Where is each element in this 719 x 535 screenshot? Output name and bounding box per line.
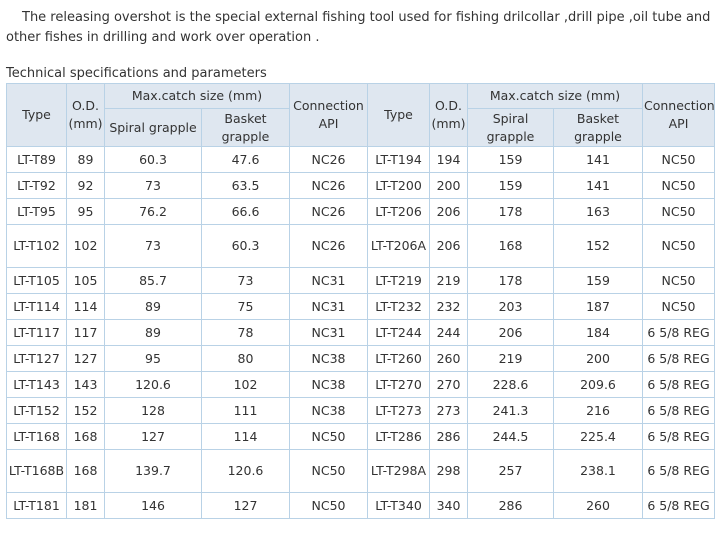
right-spiral-cell: 219: [468, 346, 554, 372]
left-spiral-cell: 120.6: [105, 372, 202, 398]
header-od: O.D. (mm): [430, 84, 468, 147]
left-od-cell: 95: [67, 199, 105, 225]
left-spiral-cell: 89: [105, 294, 202, 320]
left-od-cell: 117: [67, 320, 105, 346]
header-type: Type: [7, 84, 67, 147]
specs-table: [6, 83, 715, 519]
right-od-cell: 206: [430, 199, 468, 225]
left-basket-cell: 47.6: [202, 147, 290, 173]
right-od-cell: 270: [430, 372, 468, 398]
right-type-cell: LT-T206: [368, 199, 430, 225]
right-spiral-cell: 244.5: [468, 424, 554, 450]
left-basket-cell: 78: [202, 320, 290, 346]
left-od-cell: 181: [67, 493, 105, 519]
right-connection-cell: 6 5/8 REG: [643, 493, 715, 519]
header-max-catch: Max.catch size (mm): [468, 84, 643, 109]
left-type-cell: LT-T127: [7, 346, 67, 372]
left-type-cell: LT-T95: [7, 199, 67, 225]
left-basket-cell: 120.6: [202, 450, 290, 493]
table-row: [7, 372, 715, 398]
left-connection-cell: NC38: [290, 398, 368, 424]
right-connection-cell: 6 5/8 REG: [643, 372, 715, 398]
left-connection-cell: NC38: [290, 346, 368, 372]
right-od-cell: 200: [430, 173, 468, 199]
left-connection-cell: NC26: [290, 199, 368, 225]
right-type-cell: LT-T244: [368, 320, 430, 346]
right-basket-cell: 187: [554, 294, 643, 320]
left-spiral-cell: 128: [105, 398, 202, 424]
left-spiral-cell: 146: [105, 493, 202, 519]
left-connection-cell: NC50: [290, 424, 368, 450]
right-type-cell: LT-T286: [368, 424, 430, 450]
right-connection-cell: NC50: [643, 173, 715, 199]
right-basket-cell: 152: [554, 225, 643, 268]
header-spiral-grapple: Spiral grapple: [105, 109, 202, 147]
right-basket-cell: 163: [554, 199, 643, 225]
right-od-cell: 286: [430, 424, 468, 450]
left-spiral-cell: 127: [105, 424, 202, 450]
left-connection-cell: NC26: [290, 147, 368, 173]
right-od-cell: 206: [430, 225, 468, 268]
right-od-cell: 273: [430, 398, 468, 424]
left-od-cell: 89: [67, 147, 105, 173]
right-connection-cell: NC50: [643, 294, 715, 320]
right-connection-cell: 6 5/8 REG: [643, 320, 715, 346]
right-basket-cell: 184: [554, 320, 643, 346]
table-row: [7, 493, 715, 519]
right-basket-cell: 200: [554, 346, 643, 372]
right-spiral-cell: 203: [468, 294, 554, 320]
left-od-cell: 168: [67, 424, 105, 450]
right-basket-cell: 216: [554, 398, 643, 424]
table-body: [7, 147, 715, 519]
right-spiral-cell: 178: [468, 268, 554, 294]
header-max-catch: Max.catch size (mm): [105, 84, 290, 109]
left-od-cell: 143: [67, 372, 105, 398]
left-spiral-cell: 95: [105, 346, 202, 372]
header-type: Type: [368, 84, 430, 147]
right-basket-cell: 225.4: [554, 424, 643, 450]
left-spiral-cell: 89: [105, 320, 202, 346]
left-basket-cell: 60.3: [202, 225, 290, 268]
intro-paragraph: The releasing overshot is the special external fishing tool used for fishing drilcollar ,drill pipe ,oil tube and other fishes in drilling and work over operation .: [6, 10, 711, 45]
table-row: [7, 173, 715, 199]
left-od-cell: 105: [67, 268, 105, 294]
right-type-cell: LT-T340: [368, 493, 430, 519]
right-connection-cell: 6 5/8 REG: [643, 346, 715, 372]
right-connection-cell: NC50: [643, 199, 715, 225]
left-spiral-cell: 73: [105, 225, 202, 268]
table-row: [7, 294, 715, 320]
right-spiral-cell: 159: [468, 147, 554, 173]
right-spiral-cell: 206: [468, 320, 554, 346]
left-type-cell: LT-T168B: [7, 450, 67, 493]
left-connection-cell: NC26: [290, 173, 368, 199]
right-connection-cell: 6 5/8 REG: [643, 424, 715, 450]
right-type-cell: LT-T298A: [368, 450, 430, 493]
right-type-cell: LT-T260: [368, 346, 430, 372]
header-basket-grapple: Basket grapple: [202, 109, 290, 147]
left-spiral-cell: 139.7: [105, 450, 202, 493]
right-basket-cell: 238.1: [554, 450, 643, 493]
left-spiral-cell: 76.2: [105, 199, 202, 225]
right-od-cell: 260: [430, 346, 468, 372]
left-type-cell: LT-T92: [7, 173, 67, 199]
right-od-cell: 244: [430, 320, 468, 346]
left-type-cell: LT-T117: [7, 320, 67, 346]
right-spiral-cell: 241.3: [468, 398, 554, 424]
right-od-cell: 194: [430, 147, 468, 173]
right-od-cell: 298: [430, 450, 468, 493]
table-header: [7, 84, 715, 147]
left-od-cell: 127: [67, 346, 105, 372]
left-type-cell: LT-T89: [7, 147, 67, 173]
table-row: [7, 199, 715, 225]
right-spiral-cell: 228.6: [468, 372, 554, 398]
left-basket-cell: 80: [202, 346, 290, 372]
table-row: [7, 225, 715, 268]
right-connection-cell: 6 5/8 REG: [643, 398, 715, 424]
left-od-cell: 92: [67, 173, 105, 199]
left-connection-cell: NC31: [290, 320, 368, 346]
right-spiral-cell: 159: [468, 173, 554, 199]
left-type-cell: LT-T114: [7, 294, 67, 320]
header-od: O.D. (mm): [67, 84, 105, 147]
left-od-cell: 168: [67, 450, 105, 493]
table-row: [7, 450, 715, 493]
table-row: [7, 320, 715, 346]
left-connection-cell: NC38: [290, 372, 368, 398]
left-od-cell: 102: [67, 225, 105, 268]
right-basket-cell: 209.6: [554, 372, 643, 398]
right-type-cell: LT-T206A: [368, 225, 430, 268]
left-type-cell: LT-T168: [7, 424, 67, 450]
right-connection-cell: NC50: [643, 268, 715, 294]
right-spiral-cell: 286: [468, 493, 554, 519]
left-basket-cell: 75: [202, 294, 290, 320]
table-row: [7, 147, 715, 173]
left-connection-cell: NC50: [290, 450, 368, 493]
left-connection-cell: NC50: [290, 493, 368, 519]
table-row: [7, 346, 715, 372]
left-basket-cell: 102: [202, 372, 290, 398]
left-basket-cell: 66.6: [202, 199, 290, 225]
left-spiral-cell: 60.3: [105, 147, 202, 173]
left-basket-cell: 111: [202, 398, 290, 424]
left-type-cell: LT-T181: [7, 493, 67, 519]
right-connection-cell: NC50: [643, 225, 715, 268]
right-od-cell: 340: [430, 493, 468, 519]
left-basket-cell: 114: [202, 424, 290, 450]
left-type-cell: LT-T143: [7, 372, 67, 398]
right-spiral-cell: 168: [468, 225, 554, 268]
table-row: [7, 398, 715, 424]
right-connection-cell: 6 5/8 REG: [643, 450, 715, 493]
right-type-cell: LT-T273: [368, 398, 430, 424]
header-connection: Connection API: [643, 84, 715, 147]
left-basket-cell: 73: [202, 268, 290, 294]
right-basket-cell: 141: [554, 147, 643, 173]
left-spiral-cell: 85.7: [105, 268, 202, 294]
right-connection-cell: NC50: [643, 147, 715, 173]
left-connection-cell: NC26: [290, 225, 368, 268]
right-type-cell: LT-T219: [368, 268, 430, 294]
left-basket-cell: 63.5: [202, 173, 290, 199]
right-spiral-cell: 257: [468, 450, 554, 493]
right-type-cell: LT-T270: [368, 372, 430, 398]
header-spiral-grapple: Spiral grapple: [468, 109, 554, 147]
right-type-cell: LT-T200: [368, 173, 430, 199]
right-type-cell: LT-T232: [368, 294, 430, 320]
right-basket-cell: 260: [554, 493, 643, 519]
left-spiral-cell: 73: [105, 173, 202, 199]
left-connection-cell: NC31: [290, 268, 368, 294]
right-od-cell: 219: [430, 268, 468, 294]
left-connection-cell: NC31: [290, 294, 368, 320]
header-connection: Connection API: [290, 84, 368, 147]
left-type-cell: LT-T102: [7, 225, 67, 268]
left-type-cell: LT-T152: [7, 398, 67, 424]
left-od-cell: 152: [67, 398, 105, 424]
left-basket-cell: 127: [202, 493, 290, 519]
right-spiral-cell: 178: [468, 199, 554, 225]
right-basket-cell: 141: [554, 173, 643, 199]
right-od-cell: 232: [430, 294, 468, 320]
right-basket-cell: 159: [554, 268, 643, 294]
table-row: [7, 268, 715, 294]
section-title: Technical specifications and parameters: [6, 66, 267, 81]
header-basket-grapple: Basket grapple: [554, 109, 643, 147]
table-row: [7, 424, 715, 450]
right-type-cell: LT-T194: [368, 147, 430, 173]
left-type-cell: LT-T105: [7, 268, 67, 294]
left-od-cell: 114: [67, 294, 105, 320]
